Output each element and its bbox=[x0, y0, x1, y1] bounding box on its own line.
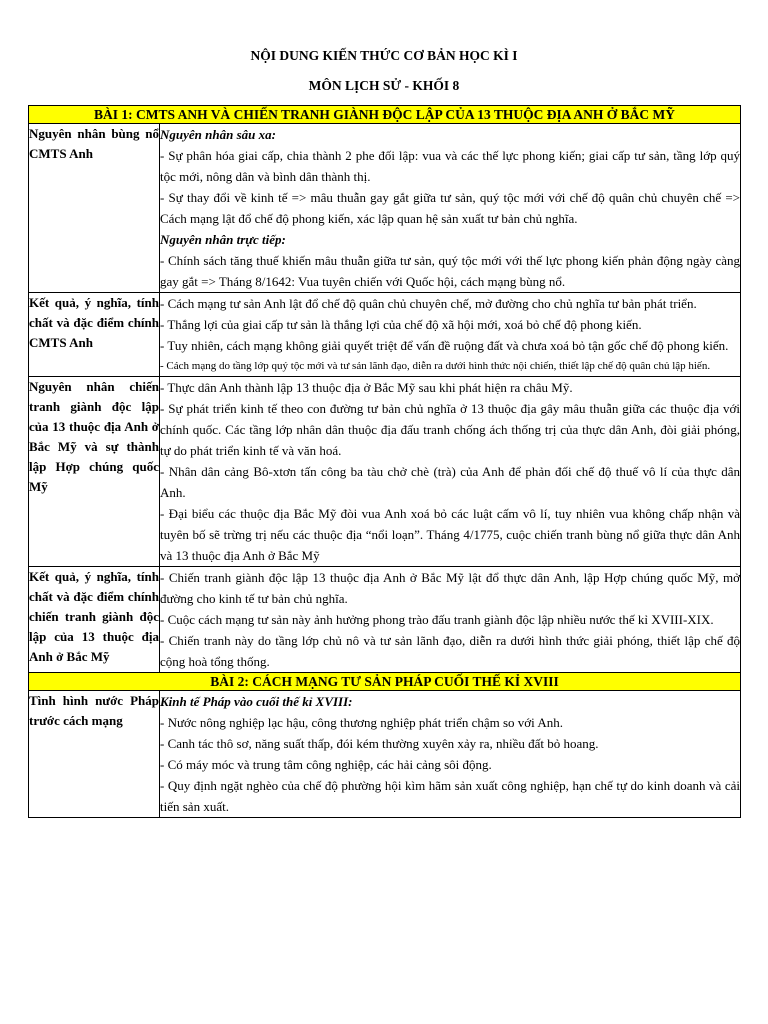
content-line: - Chiến tranh này do tầng lớp chủ nô và tư sản lãnh đạo, diễn ra dưới hình thức giải phóng, thiết lập chế độ cộng hoà tổng thống. bbox=[160, 633, 740, 669]
row-label: Nguyên nhân bùng nổ CMTS Anh bbox=[29, 124, 160, 293]
row-content bbox=[160, 293, 741, 377]
row-label: Tình hình nước Pháp trước cách mạng bbox=[29, 691, 160, 818]
content-line: - Đại biểu các thuộc địa Bắc Mỹ đòi vua Anh xoá bỏ các luật cấm vô lí, tuy nhiên vua không chấp nhận và tuyên bố sẽ trừng trị nếu các thuộc địa “nổi loạn”. Tháng 4/1775, cuộc chiến tranh bùng nổ giữa thực dân Anh và 13 thuộc địa Anh ở Bắc Mỹ bbox=[160, 506, 740, 563]
document-title: NỘI DUNG KIẾN THỨC CƠ BẢN HỌC KÌ I bbox=[250, 48, 518, 63]
table-row bbox=[29, 691, 741, 818]
subheading: Nguyên nhân trực tiếp: bbox=[160, 232, 286, 247]
content-line: - Sự thay đổi về kinh tế => mâu thuẫn gay gắt giữa tư sản, quý tộc mới với chế độ quân chủ chuyên chế => Cách mạng lật đổ chế độ phong kiến, xác lập quan hệ sản xuất tư bản chủ nghĩa. bbox=[160, 190, 740, 226]
table-row bbox=[29, 567, 741, 673]
row-content bbox=[160, 567, 741, 673]
content-line: - Thắng lợi của giai cấp tư sản là thắng lợi của chế độ xã hội mới, xoá bỏ chế độ phong kiến. bbox=[160, 317, 642, 332]
table-row bbox=[29, 377, 741, 567]
content-table bbox=[28, 105, 741, 818]
table-row bbox=[29, 293, 741, 377]
content-line: - Chiến tranh giành độc lập 13 thuộc địa Anh ở Bắc Mỹ lật đổ thực dân Anh, lập Hợp chúng quốc Mỹ, mở đường cho kinh tế tư bản chủ nghĩa. bbox=[160, 570, 740, 606]
content-line: - Sự phân hóa giai cấp, chia thành 2 phe đối lập: vua và các thế lực phong kiến; giai cấp tư sản, tầng lớp quý tộc mới, nông dân và bình dân thành thị. bbox=[160, 148, 740, 184]
table-row bbox=[29, 124, 741, 293]
row-label: Nguyên nhân chiến tranh giành độc lập của 13 thuộc địa Anh ở Bắc Mỹ và sự thành lập Hợp chúng quốc Mỹ bbox=[29, 377, 160, 567]
section-heading: BÀI 1: CMTS ANH VÀ CHIẾN TRANH GIÀNH ĐỘC LẬP CỦA 13 THUỘC ĐỊA ANH Ở BẮC MỸ bbox=[29, 106, 741, 124]
content-line: - Thực dân Anh thành lập 13 thuộc địa ở Bắc Mỹ sau khi phát hiện ra châu Mỹ. bbox=[160, 380, 573, 395]
content-line: - Cuộc cách mạng tư sản này ảnh hưởng phong trào đấu tranh giành độc lập nhiều nước thế kỉ XVIII-XIX. bbox=[160, 612, 714, 627]
content-line: - Nhân dân cảng Bô-xtơn tấn công ba tàu chở chè (trà) của Anh để phản đối chế độ thuế vô lí của thực dân Anh. bbox=[160, 464, 740, 500]
section-heading-row bbox=[29, 106, 741, 124]
row-content bbox=[160, 124, 741, 293]
row-content bbox=[160, 691, 741, 818]
content-line: - Nước nông nghiệp lạc hậu, công thương nghiệp phát triển chậm so với Anh. bbox=[160, 715, 563, 730]
subheading: Kinh tế Pháp vào cuối thế kỉ XVIII: bbox=[160, 694, 353, 709]
content-line: - Quy định ngặt nghèo của chế độ phường hội kìm hãm sản xuất công nghiệp, hạn chế tự do kinh doanh và cải tiến sản xuất. bbox=[160, 778, 740, 814]
content-line: - Có máy móc và trung tâm công nghiệp, các hải cảng sôi động. bbox=[160, 757, 492, 772]
section-heading: BÀI 2: CÁCH MẠNG TƯ SẢN PHÁP CUỐI THẾ KỈ XVIII bbox=[29, 673, 741, 691]
content-line: - Cách mạng do tầng lớp quý tộc mới và tư sản lãnh đạo, diễn ra dưới hình thức nội chiến, thiết lập chế độ quân chủ lập hiến. bbox=[160, 360, 711, 372]
row-label: Kết quả, ý nghĩa, tính chất và đặc điểm chính CMTS Anh bbox=[29, 293, 160, 377]
content-line: - Canh tác thô sơ, năng suất thấp, đói kém thường xuyên xảy ra, nhiều đất bỏ hoang. bbox=[160, 736, 599, 751]
content-line: - Sự phát triển kinh tế theo con đường tư bản chủ nghĩa ở 13 thuộc địa gây mâu thuẫn giữa các thuộc địa với chính quốc. Các tầng lớp nhân dân thuộc địa đấu tranh chống ách thống trị của thực dân Anh, đòi giải phóng, tự do phát triển kinh tế và văn hoá. bbox=[160, 401, 740, 458]
section-heading-row bbox=[29, 673, 741, 691]
content-line: - Chính sách tăng thuế khiến mâu thuẫn giữa tư sản, quý tộc mới với thế lực phong kiến phản động ngày càng gay gắt => Tháng 8/1642: Vua tuyên chiến với Quốc hội, cách mạng bùng nổ. bbox=[160, 253, 740, 289]
content-line: - Tuy nhiên, cách mạng không giải quyết triệt để vấn đề ruộng đất và chưa xoá bỏ tận gốc chế độ phong kiến. bbox=[160, 338, 729, 353]
content-line: - Cách mạng tư sản Anh lật đổ chế độ quân chủ chuyên chế, mở đường cho chủ nghĩa tư bản phát triển. bbox=[160, 296, 697, 311]
document-subtitle: MÔN LỊCH SỬ - KHỐI 8 bbox=[308, 78, 460, 93]
subheading: Nguyên nhân sâu xa: bbox=[160, 127, 276, 142]
row-label: Kết quả, ý nghĩa, tính chất và đặc điểm chính chiến tranh giành độc lập của 13 thuộc địa Anh ở Bắc Mỹ bbox=[29, 567, 160, 673]
row-content bbox=[160, 377, 741, 567]
